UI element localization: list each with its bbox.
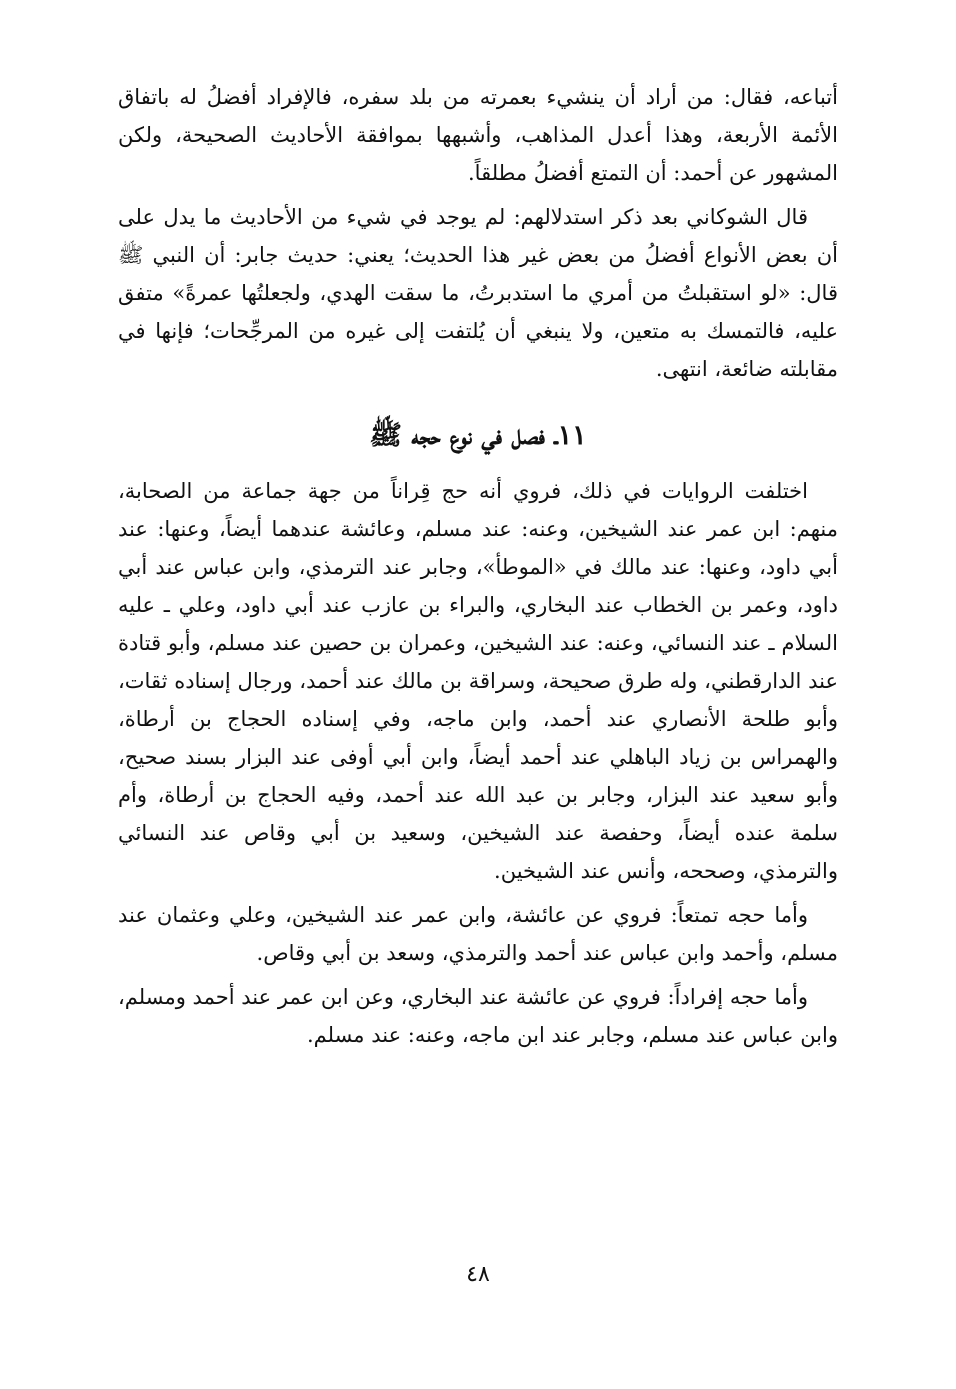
page-body: [118, 78, 838, 1060]
paragraph-tamattu-narrations: وأما حجه تمتعاً: فروي عن عائشة، وابن عمر عند الشيخين، وعلي وعثمان عند مسلم، وأحمد وابن عباس عند أحمد والترمذي، وسعد بن أبي وقاص.: [118, 903, 838, 965]
page-number: ٤٨: [466, 1262, 490, 1287]
paragraph-ifrad-opinion: أتباعه، فقال: من أراد أن ينشيء بعمرته من بلد سفره، فالإفراد أفضلُ له باتفاق الأئمة الأربعة، وهذا أعدل المذاهب، وأشبهها بموافقة الأحاديث الصحيحة، ولكن المشهور عن أحمد: أن التمتع أفضلُ مطلقاً.: [118, 85, 838, 185]
paragraph-ifrad-narrations: وأما حجه إفراداً: فروي عن عائشة عند البخاري، وعن ابن عمر عند أحمد ومسلم، وابن عباس عند مسلم، وجابر عند ابن ماجه، وعنه: عند مسلم.: [118, 985, 838, 1047]
section-heading: ١١ـ فصل في نوع حجه ﷺ: [369, 420, 587, 451]
paragraph-shawkani-quote: قال الشوكاني بعد ذكر استدلالهم: لم يوجد في شيء من الأحاديث ما يدل على أن بعض الأنواع أفضلُ من بعض غير هذا الحديث؛ يعني: حديث جابر: أن النبي ﷺ قال: «لو استقبلتُ من أمري ما استدبرتُ، ما سقت الهدي، ولجعلتُها عمرةً» متفق عليه، فالتمسك به متعين، ولا ينبغي أن يُلتفت إلى غيره من المرجِّحات؛ فإنها في مقابلته ضائعة، انتهى.: [118, 205, 838, 381]
paragraph-qiran-narrations: اختلفت الروايات في ذلك، فروي أنه حج قِراناً من جهة جماعة من الصحابة، منهم: ابن عمر عند الشيخين، وعنه: عند مسلم، وعائشة عندهما أيضاً، وعنها: عند أبي داود، وعنها: عند مالك في «الموطأ»، وجابر عند الترمذي، وابن عباس عند أبي داود، وعمر بن الخطاب عند البخاري، والبراء بن عازب عند أبي داود، وعلي ـ عليه السلام ـ عند النسائي، وعنه: عند الشيخين، وعمران بن حصين عند مسلم، وأبو قتادة عند الدارقطني، وله طرق صحيحة، وسراقة بن مالك عند أحمد، ورجال إسناده ثقات، وأبو طلحة الأنصاري عند أحمد، وابن ماجه، وفي إسناده الحجاج بن أرطاة، والهمراس بن زياد الباهلي عند أحمد أيضاً، وابن أبي أوفى عند البزار بسند صحيح، وأبو سعيد عند البزار، وجابر بن عبد الله عند أحمد، وفيه الحجاج بن أرطاة، وأم سلمة عنده أيضاً، وحفصة عند الشيخين، وسعيد بن أبي وقاص عند النسائي والترمذي، وصححه، وأنس عند الشيخين.: [118, 479, 838, 883]
